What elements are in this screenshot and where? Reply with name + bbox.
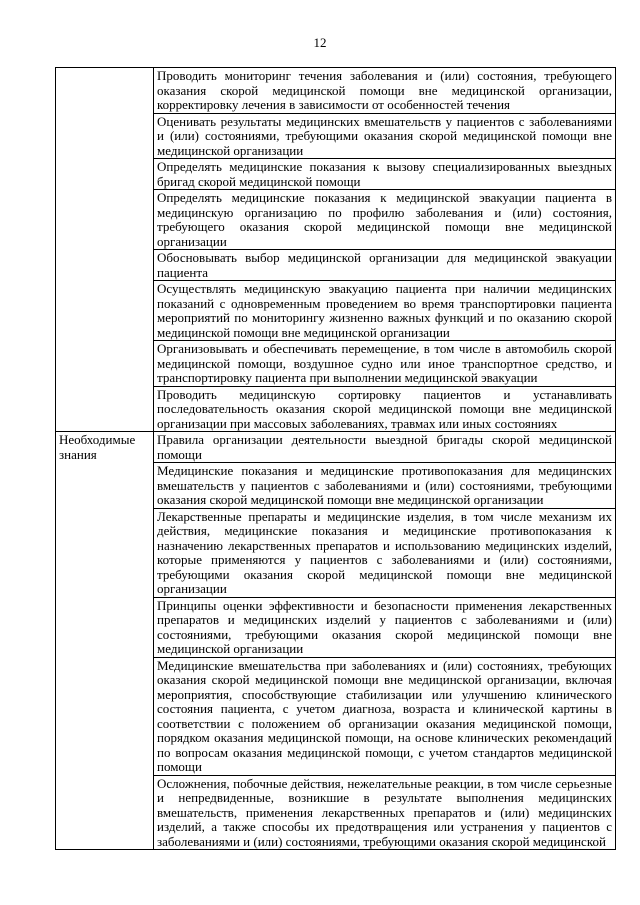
skill-item: Проводить медицинскую сортировку пациентов и устанавливать последовательность оказания скорой медицинской помощи вне медицинской организации при массовых заболеваниях, травмах или иных состояниях bbox=[154, 386, 616, 432]
knowledge-item: Лекарственные препараты и медицинские изделия, в том числе механизм их действия, медицинские показания и медицинские противопоказания к назначению лекарственных препаратов и использованию медицинских изделий, которые применяются у пациентов с заболеваниями и (или) состояниями, требующими оказания скорой медицинской помощи вне медицинской организации bbox=[154, 508, 616, 597]
skills-label-cell bbox=[56, 68, 154, 432]
knowledge-item: Принципы оценки эффективности и безопасности применения лекарственных препаратов и медицинских изделий у пациентов с заболеваниями и (или) состояниями, требующими оказания скорой медицинской помощи вне медицинской организации bbox=[154, 597, 616, 657]
skill-item: Определять медицинские показания к медицинской эвакуации пациента в медицинскую организацию по профилю заболевания и (или) состояния, требующего оказания скорой медицинской помощи вне медицинской организации bbox=[154, 190, 616, 250]
knowledge-item: Осложнения, побочные действия, нежелательные реакции, в том числе серьезные и непредвиденные, возникшие в результате выполнения медицинских вмешательств, применения лекарственных препаратов и (или) медицинских изделий, а также способы их предотвращения или устранения у пациентов с заболеваниями и (или) состояниями, требующими оказания скорой медицинской bbox=[154, 775, 616, 850]
knowledge-label: Необходимые знания bbox=[56, 432, 154, 850]
skill-item: Проводить мониторинг течения заболевания и (или) состояния, требующего оказания скорой медицинской помощи вне медицинской организации, корректировку лечения в зависимости от особенностей течения bbox=[154, 68, 616, 114]
skill-item: Организовывать и обеспечивать перемещение, в том числе в автомобиль скорой медицинской помощи, воздушное судно или иное транспортное средство, и транспортировку пациента при выполнении медицинской эвакуации bbox=[154, 341, 616, 387]
skill-item: Оценивать результаты медицинских вмешательств у пациентов с заболеваниями и (или) состояниями, требующими оказания скорой медицинской помощи вне медицинской организации bbox=[154, 113, 616, 159]
knowledge-item: Медицинские показания и медицинские противопоказания для медицинских вмешательств у пациентов с заболеваниями и (или) состояниями, требующими оказания скорой медицинской помощи вне медицинской организации bbox=[154, 463, 616, 509]
skill-item: Осуществлять медицинскую эвакуацию пациента при наличии медицинских показаний с одновременным проведением во время транспортировки пациента мероприятий по мониторингу жизненно важных функций и по оказанию скорой медицинской помощи вне медицинской организации bbox=[154, 281, 616, 341]
competency-table bbox=[55, 67, 616, 850]
knowledge-item: Медицинские вмешательства при заболеваниях и (или) состояниях, требующих оказания скорой медицинской помощи вне медицинской организации, включая мероприятия, способствующие стабилизации или улучшению клинического состояния пациента, с учетом диагноза, возраста и клинической картины в соответствии с положением об организации оказания медицинской помощи, порядком оказания медицинской помощи, на основе клинических рекомендаций по вопросам оказания медицинской помощи, с учетом стандартов медицинской помощи bbox=[154, 657, 616, 775]
table-row bbox=[56, 68, 616, 114]
knowledge-item: Правила организации деятельности выездной бригады скорой медицинской помощи bbox=[154, 432, 616, 463]
skill-item: Обосновывать выбор медицинской организации для медицинской эвакуации пациента bbox=[154, 250, 616, 281]
table-row bbox=[56, 432, 616, 463]
skill-item: Определять медицинские показания к вызову специализированных выездных бригад скорой медицинской помощи bbox=[154, 159, 616, 190]
page-number: 12 bbox=[313, 35, 327, 50]
